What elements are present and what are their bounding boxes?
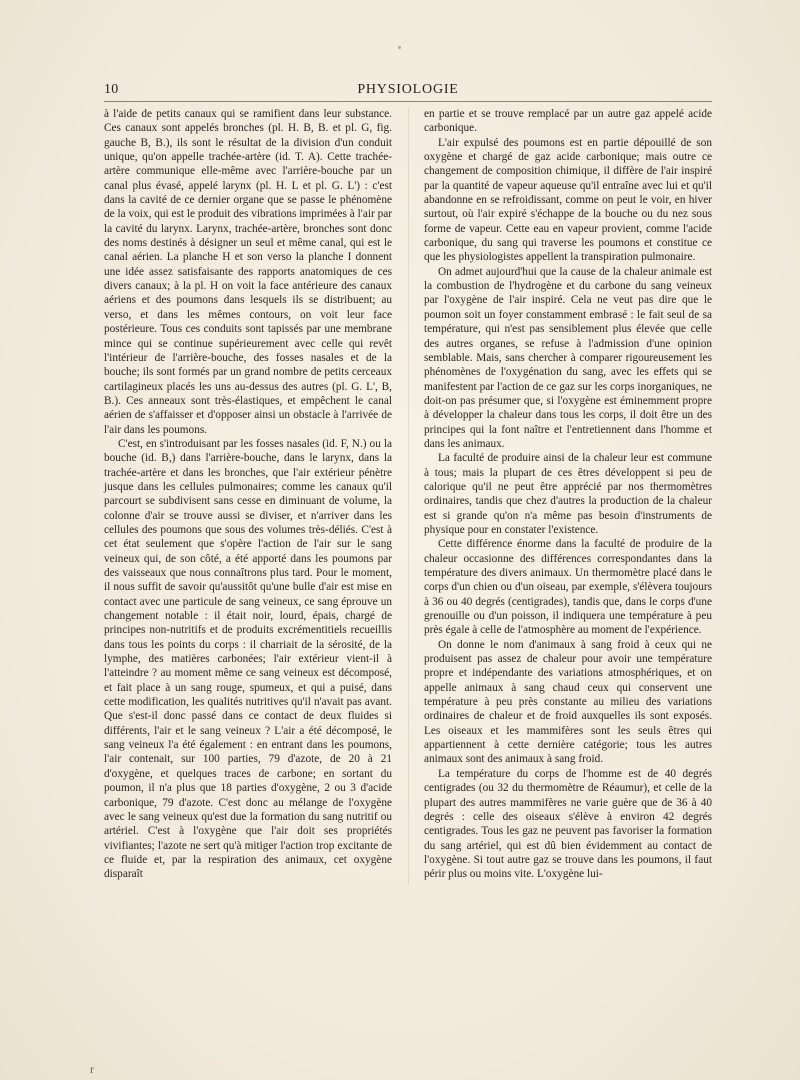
right-column [424, 107, 712, 882]
header-rule [104, 101, 712, 102]
paragraph: Cette différence énorme dans la faculté de produire de la chaleur occasionne des différences correspondantes dans la température des divers animaux. Un thermomètre placé dans le corps d'un chien ou d'un oiseau, par exemple, s'élèvera toujours à 36 ou 40 degrés (centigrades), tandis que, dans le corps d'une grenouille ou d'un poisson, il indiquera une température à peu près égale à celle de l'atmosphère au moment de l'expérience. [424, 538, 712, 637]
paragraph: à l'aide de petits canaux qui se ramifient dans leur substance. Ces canaux sont appelés bronches (pl. H. B, B. et pl. G, fig. gauche B, B.), ils sont le résultat de la division d'un conduit unique, qu'on appelle trachée-artère (id. T. A). Cette trachée-artère communique elle-même avec l'arrière-bouche par un canal plus évasé, appelé larynx (pl. H. L et pl. G. L') : c'est dans la cavité de ce dernier organe que se passe le phénomène de la voix, qui est le produit des vibrations imprimées à l'air par la cavité du larynx. Larynx, trachée-artère, bronches sont donc des noms destinés à désigner un seul et même canal, qui est le canal aérien. La planche H et son verso la planche I donnent une idée assez satisfaisante des rapports anatomiques de ces divers canaux; à la pl. H on voit la face antérieure des canaux aériens et des poumons dans lesquels ils se distribuent; au verso, et dans les mêmes contours, on voit leur face postérieure. Tous ces conduits sont tapissés par une membrane mince qui se continue supérieurement avec celle qui revêt l'intérieur de l'arrière-bouche, des fosses nasales et de la bouche; ils sont formés par un grand nombre de petits cerceaux cartilagineux placés les uns au-dessus des autres (pl. G. L', B, B.). Ces anneaux sont très-élastiques, et empêchent le canal aérien de s'affaisser et d'opposer ainsi un obstacle à l'arrivée de l'air dans les poumons. [104, 108, 392, 436]
paragraph: La température du corps de l'homme est de 40 degrés centigrades (ou 32 du thermomètre de Réaumur), et celle de la plupart des autres mammifères ne varie guère que de 36 à 40 degrés : celle des oiseaux s'élève à environ 42 degrés centigrades. Tous les gaz ne peuvent pas favoriser la formation du sang artériel, qui est dû bien évidemment au contact de l'oxygène. Si tout autre gaz se trouve dans les poumons, il faut périr plus ou moins vite. L'oxygène lui- [424, 767, 712, 881]
page-header [104, 82, 712, 100]
paper-speck [398, 46, 401, 49]
column-divider [408, 107, 409, 885]
paragraph: en partie et se trouve remplacé par un autre gaz appelé acide carbonique. [424, 108, 712, 135]
paragraph: La faculté de produire ainsi de la chaleur leur est commune à tous; mais la plupart de ces êtres développent si peu de calorique qu'il ne peut être apprécié par nos thermomètres ordinaires, tandis que chez d'autres la production de la chaleur est si grande qu'on n'a même pas besoin d'instruments de physique pour en constater l'existence. [424, 452, 712, 536]
running-title: PHYSIOLOGIE [357, 82, 459, 97]
corner-mark: r [90, 1062, 94, 1076]
paragraph: C'est, en s'introduisant par les fosses nasales (id. F, N.) ou la bouche (id. B,) dans l'arrière-bouche, dans le larynx, dans la trachée-artère et dans les bronches, que l'air extérieur pénètre jusque dans les cellules pulmonaires; comme les canaux qu'il parcourt se subdivisent sans cesse en diminuant de volume, la colonne d'air se trouve aussi se diviser, et n'arriver dans les cellules des poumons que sous des volumes très-déliés. C'est à cet état seulement que s'opère l'action de l'air sur le sang veineux qui, de son côté, a été apporté dans les poumons par des vaisseaux que nous connaîtrons plus tard. Pour le moment, il nous suffit de savoir qu'aussitôt qu'une bulle d'air est mise en contact avec une particule de sang veineux, ce sang éprouve un changement notable : il était noir, lourd, épais, chargé de principes non-nutritifs et de produits excrémentitiels recueillis dans tous les points du corps : il charriait de la sérosité, de la lymphe, des matières carbonées; l'air extérieur vient-il à l'atteindre ? au moment même ce sang veineux est décomposé, et fait place à un sang rouge, spumeux, et qui a puisé, dans cette modification, les qualités nutritives qu'il n'avait pas avant. Que s'est-il donc passé dans ce contact de deux fluides si différents, l'air et le sang veineux ? L'air a été décomposé, le sang veineux l'a été également : en entrant dans les poumons, l'air contenait, sur 100 parties, 79 d'azote, de 20 à 21 d'oxygène, et quelques traces de carbone; en sortant du poumon, il n'a plus que 18 parties d'oxygène, 2 ou 3 d'acide carbonique, 79 d'azote. C'est donc au mélange de l'oxygène avec le sang veineux qu'est due la formation du sang nutritif ou artériel. C'est à l'oxygène que l'air doit ses propriétés vivifiantes; l'azote ne sert qu'à mitiger l'action trop excitante de ce fluide et, par la respiration des animaux, cet oxygène disparaît [104, 437, 392, 881]
page-number: 10 [104, 82, 119, 97]
paragraph: On admet aujourd'hui que la cause de la chaleur animale est la combustion de l'hydrogène et du carbone du sang veineux par l'oxygène de l'air inspiré. Cela ne veut pas dire que le poumon soit un foyer constamment embrasé : le fait seul de sa température, qui n'est pas sensiblement plus élevée que celle des autres organes, se refuse à l'admission d'une opinion semblable. Mais, sans chercher à comparer rigoureusement les phénomènes de l'oxygénation du sang, avec les effets qui se manifestent par l'action de ce gaz sur les corps inorganiques, ne doit-on pas présumer que, si l'oxygène est éminemment propre à développer la chaleur dans tous les corps, il doit être un des principes qui la font naître et l'entretiennent dans l'homme et dans les animaux. [424, 265, 712, 450]
paragraph: On donne le nom d'animaux à sang froid à ceux qui ne produisent pas assez de chaleur pour avoir une température propre et indépendante des variations atmosphériques, et on appelle animaux à sang chaud ceux qui conservent une température à peu près constante au milieu des variations ordinaires de chaleur et de froid auxquelles ils sont exposés. Les oiseaux et les mammifères sont les seuls êtres qui appartiennent à cette dernière catégorie; tous les autres animaux sont des animaux à sang froid. [424, 638, 712, 766]
paragraph: L'air expulsé des poumons est en partie dépouillé de son oxygène et chargé de gaz acide carbonique; mais outre ce changement de composition chimique, il diffère de l'air inspiré par la quantité de vapeur aqueuse qu'il entraîne avec lui et qu'il abandonne en se refroidissant, comme on peut le voir, en hiver surtout, où l'air expiré s'échappe de la bouche ou du nez sous forme de vapeur. Cette eau en vapeur provient, comme l'acide carbonique, du sang qui traverse les poumons et constitue ce que les physiologistes appellent la transpiration pulmonaire. [424, 136, 712, 264]
left-column [104, 107, 392, 882]
